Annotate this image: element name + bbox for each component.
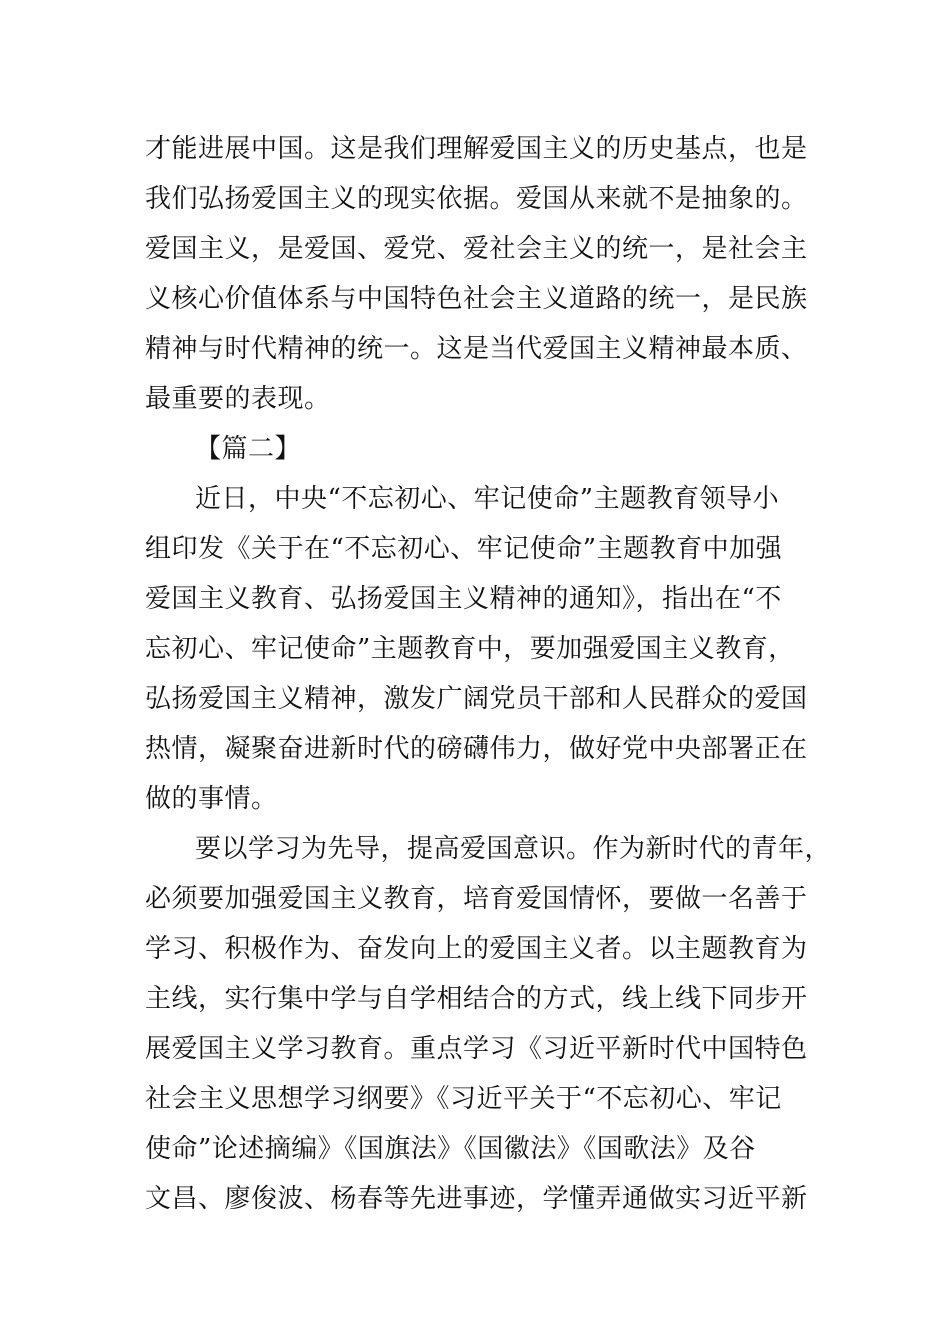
text-line: 我们弘扬爱国主义的现实依据。爱国从来就不是抽象的。 <box>145 184 808 214</box>
text-line: 义核心价值体系与中国特色社会主义道路的统一，是民族 <box>145 284 808 314</box>
text-line: 爱国主义教育、弘扬爱国主义精神的通知》，指出在“不 <box>145 584 782 614</box>
text-line: 社会主义思想学习纲要》《习近平关于“不忘初心、牢记 <box>145 1084 782 1114</box>
text-line: 弘扬爱国主义精神，激发广阔党员干部和人民群众的爱国 <box>145 684 808 714</box>
text-line: 展爱国主义学习教育。重点学习《习近平新时代中国特色 <box>145 1034 808 1064</box>
text-line: 最重要的表现。 <box>145 384 331 414</box>
text-line: 近日，中央“不忘初心、牢记使命”主题教育领导小 <box>195 484 780 514</box>
text-line: 学习、积极作为、奋发向上的爱国主义者。以主题教育为 <box>145 934 808 964</box>
text-line: 才能进展中国。这是我们理解爱国主义的历史基点，也是 <box>145 134 808 164</box>
section-heading: 【篇二】 <box>195 434 302 464</box>
text-line: 热情，凝聚奋进新时代的磅礴伟力，做好党中央部署正在 <box>145 734 808 764</box>
text-line: 忘初心、牢记使命”主题教育中，要加强爱国主义教育， <box>145 634 795 664</box>
text-line: 必须要加强爱国主义教育，培育爱国情怀，要做一名善于 <box>145 884 808 914</box>
text-line: 使命”论述摘编》《国旗法》《国徽法》《国歌法》及谷 <box>145 1134 756 1164</box>
text-line: 做的事情。 <box>145 784 278 814</box>
text-line: 爱国主义，是爱国、爱党、爱社会主义的统一，是社会主 <box>145 234 808 264</box>
text-line: 组印发《关于在“不忘初心、牢记使命”主题教育中加强 <box>145 534 783 564</box>
text-line: 主线，实行集中学与自学相结合的方式，线上线下同步开 <box>145 984 808 1014</box>
text-line: 精神与时代精神的统一。这是当代爱国主义精神最本质、 <box>145 334 808 364</box>
text-line: 要以学习为先导，提高爱国意识。作为新时代的青年， <box>195 834 832 864</box>
text-line: 文昌、廖俊波、杨春等先进事迹，学懂弄通做实习近平新 <box>145 1184 808 1214</box>
